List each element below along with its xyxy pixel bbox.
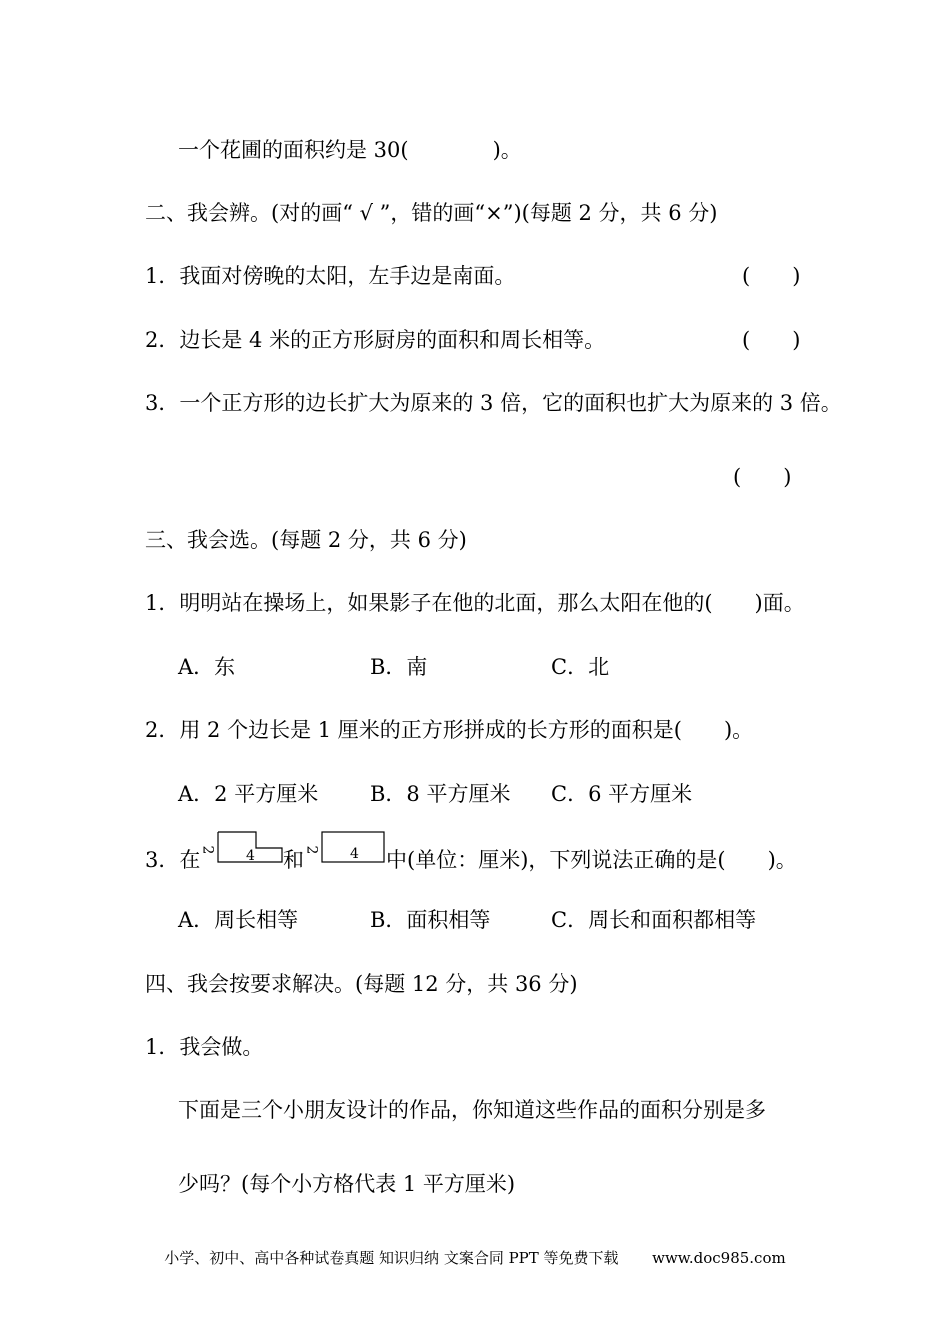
sec3-q3-mid: 和 — [283, 848, 304, 872]
sec2-item-3: 3．一个正方形的边长扩大为原来的 3 倍，它的面积也扩大为原来的 3 倍。 — [145, 391, 842, 415]
footer-text: 小学、初中、高中各种试卷真题 知识归纳 文案合同 PPT 等免费下载 — [164, 1249, 619, 1267]
sec4-q1-title: 1．我会做。 — [145, 1035, 264, 1059]
l-shape-bottom-label: 4 — [246, 848, 255, 864]
sec3-q2-option-c[interactable]: C．6 平方厘米 — [551, 782, 693, 806]
section-2-heading: 二、我会辨。(对的画“ √ ”，错的画“×”)(每题 2 分，共 6 分) — [145, 201, 718, 225]
sec2-item-1: 1．我面对傍晚的太阳，左手边是南面。 — [145, 264, 516, 288]
sec4-q1-line-1: 下面是三个小朋友设计的作品，你知道这些作品的面积分别是多 — [178, 1098, 766, 1122]
sec2-item-1-answer-paren[interactable]: ( ) — [742, 264, 801, 288]
sec3-q3-option-b[interactable]: B．面积相等 — [370, 908, 491, 932]
sec3-q1-option-a[interactable]: A．东 — [178, 655, 236, 679]
rectangle-side-label: 2 — [303, 845, 320, 855]
sec3-q2-option-a[interactable]: A．2 平方厘米 — [178, 782, 319, 806]
sec3-q3-prefix: 3．在 — [145, 848, 201, 872]
sec3-q1: 1．明明站在操场上，如果影子在他的北面，那么太阳在他的( )面。 — [145, 591, 805, 615]
sec3-q3-option-a[interactable]: A．周长相等 — [178, 908, 299, 932]
section-4-heading: 四、我会按要求解决。(每题 12 分，共 36 分) — [145, 972, 578, 996]
sec4-q1-line-2: 少吗？(每个小方格代表 1 平方厘米) — [178, 1172, 516, 1196]
l-shape-figure — [200, 830, 284, 866]
sec3-q3-option-c[interactable]: C．周长和面积都相等 — [551, 908, 757, 932]
sec2-item-2-answer-paren[interactable]: ( ) — [742, 328, 801, 352]
sec3-q2: 2．用 2 个边长是 1 厘米的正方形拼成的长方形的面积是( )。 — [145, 718, 754, 742]
sec3-q1-option-b[interactable]: B．南 — [370, 655, 428, 679]
sec3-q1-option-c[interactable]: C．北 — [551, 655, 610, 679]
sec3-q3-suffix: 中(单位：厘米)，下列说法正确的是( )。 — [386, 848, 797, 872]
rectangle-figure — [304, 830, 386, 866]
page-footer — [0, 1247, 950, 1268]
section-3-heading: 三、我会选。(每题 2 分，共 6 分) — [145, 528, 467, 552]
sec3-q2-option-b[interactable]: B．8 平方厘米 — [370, 782, 511, 806]
footer-url[interactable]: www.doc985.com — [652, 1249, 786, 1267]
sec2-item-3-answer-paren[interactable]: ( ) — [733, 465, 792, 489]
l-shape-side-label: 2 — [199, 845, 216, 855]
previous-question-line: 一个花圃的面积约是 30( )。 — [178, 138, 522, 162]
sec2-item-2: 2．边长是 4 米的正方形厨房的面积和周长相等。 — [145, 328, 606, 352]
rectangle-bottom-label: 4 — [350, 846, 359, 862]
